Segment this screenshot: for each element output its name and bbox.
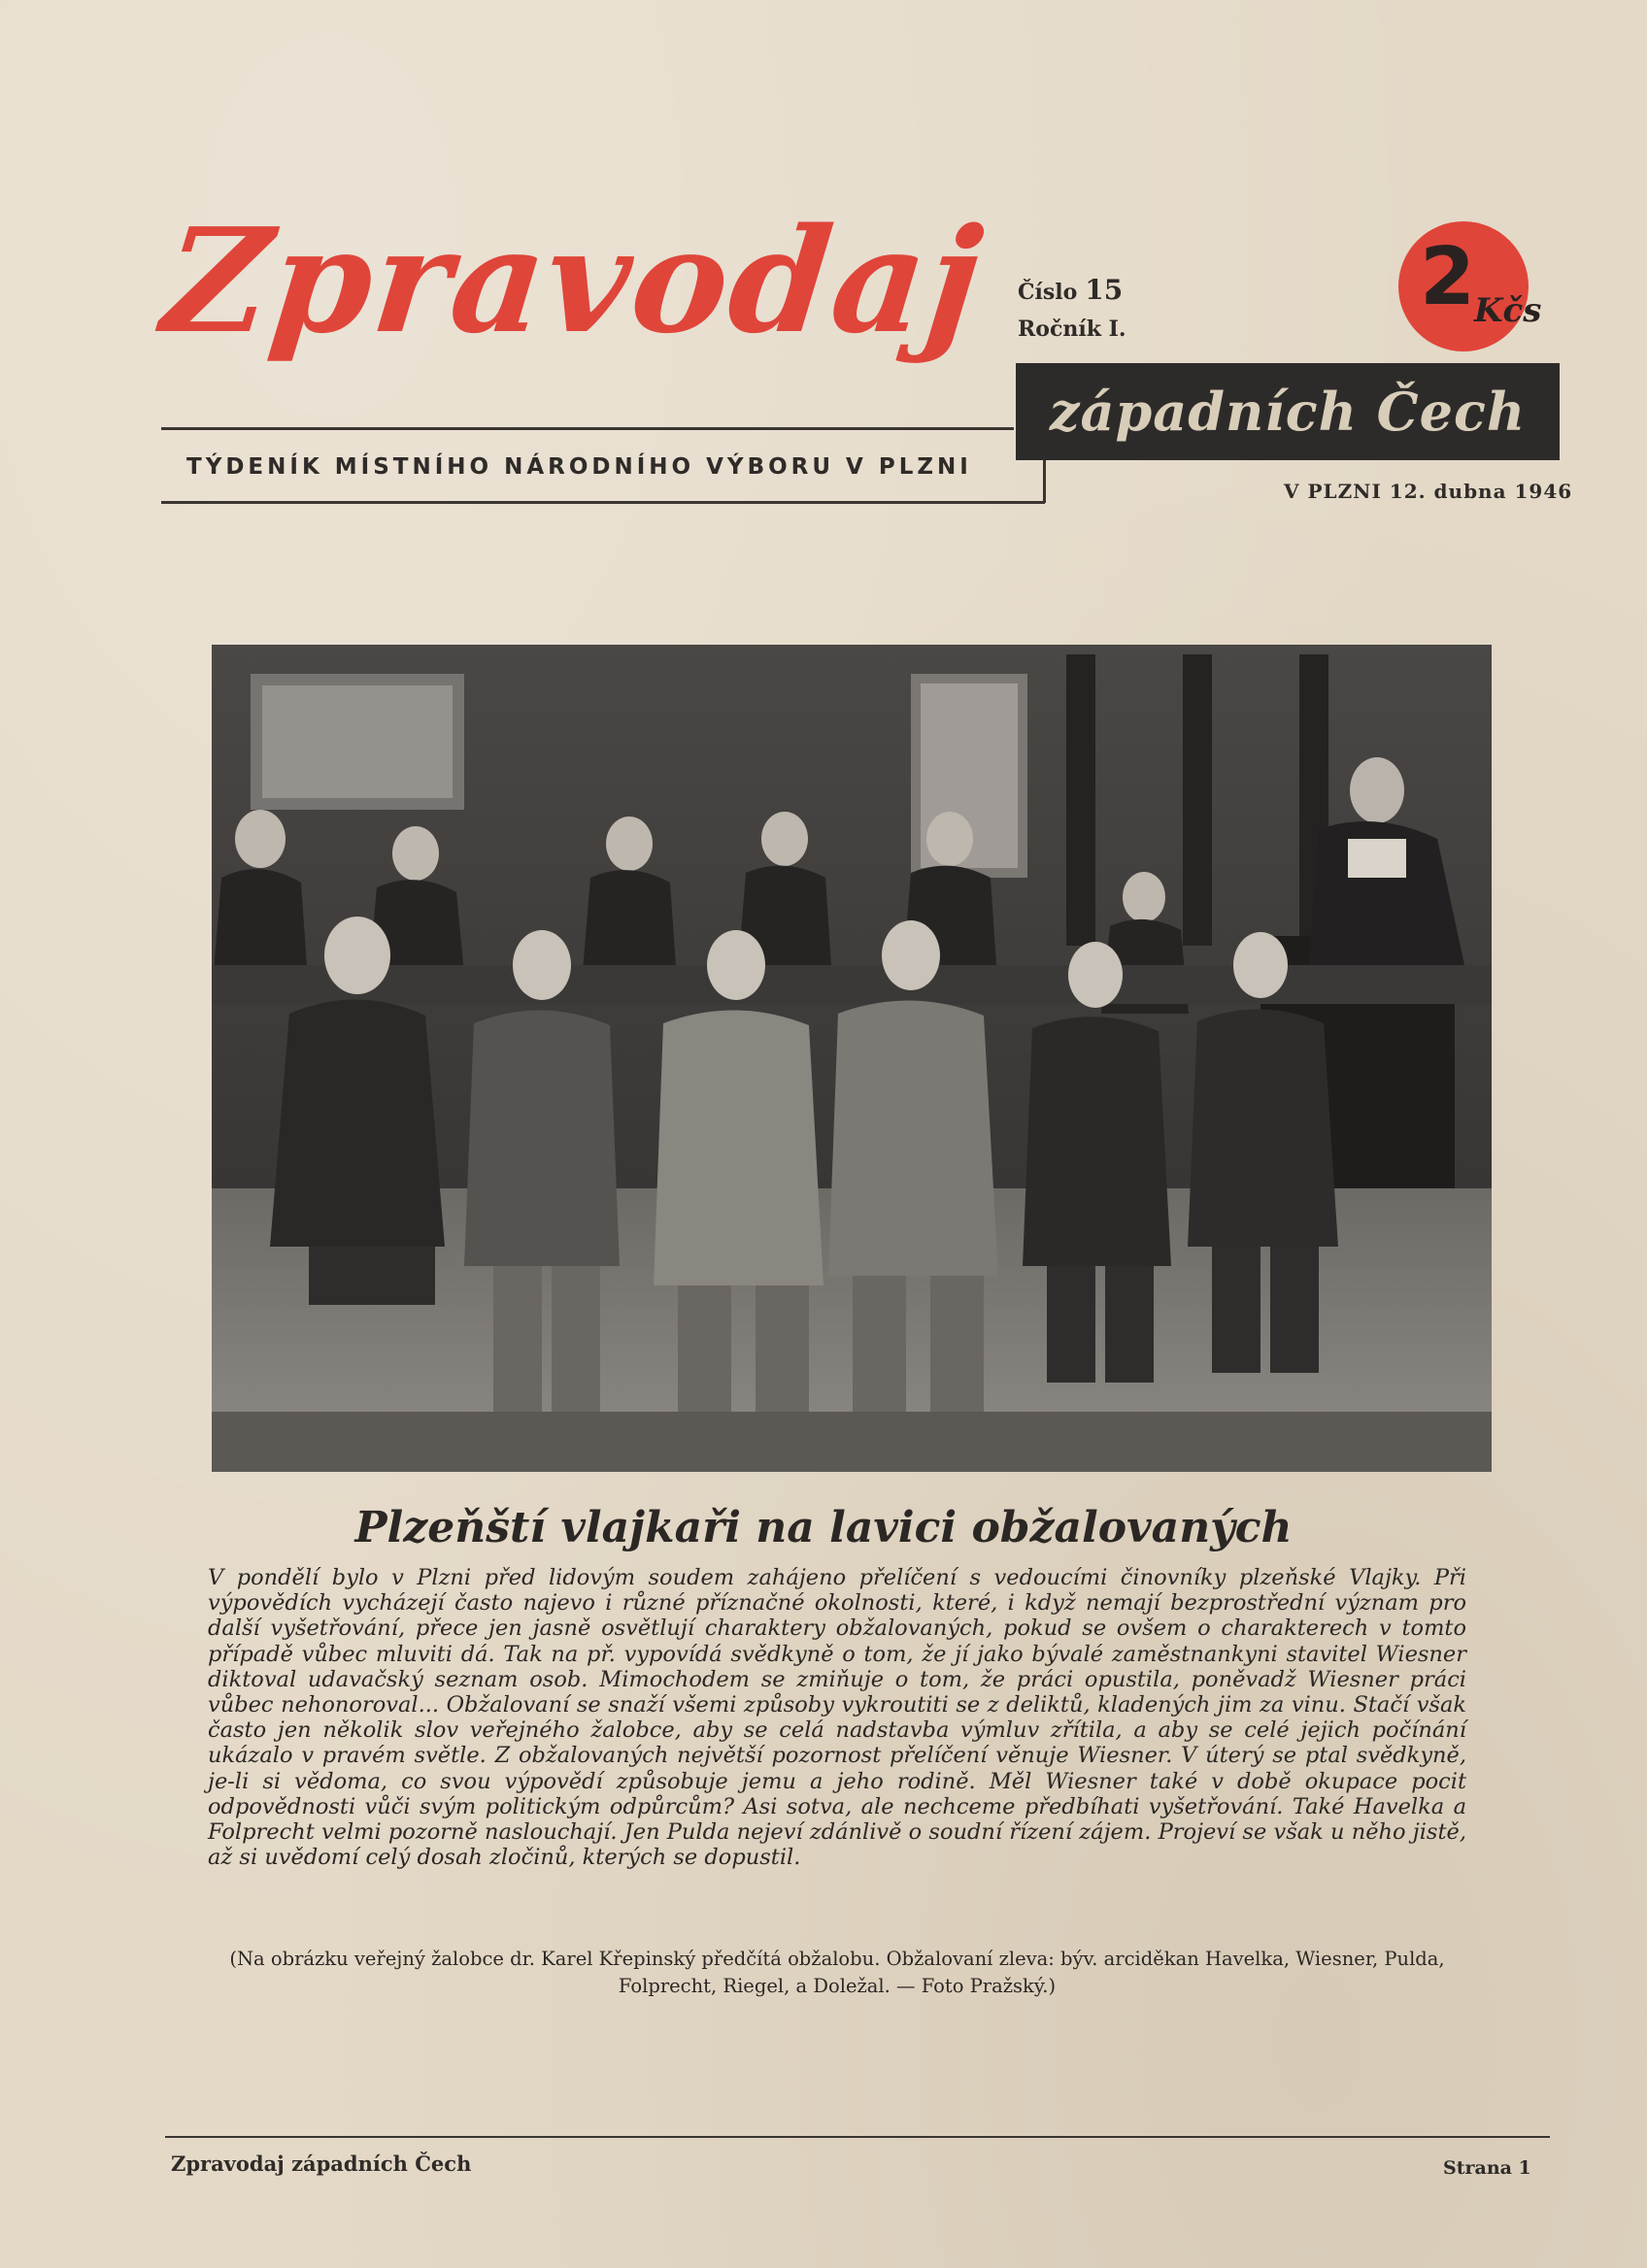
masthead-subtitle: TÝDENÍK MÍSTNÍHO NÁRODNÍHO VÝBORU V PLZNI — [186, 454, 972, 480]
courtroom-photo-illustration — [212, 645, 1492, 1472]
footer-rule — [165, 2136, 1550, 2138]
region-band — [1016, 363, 1560, 460]
region-title: západních Čech — [1049, 381, 1527, 443]
footer-publication: Zpravodaj západních Čech — [171, 2151, 472, 2176]
masthead-rule-top — [161, 427, 1014, 430]
issue-label: Číslo — [1018, 280, 1078, 305]
article-headline: Plzeňští vlajkaři na lavici obžalovaných — [354, 1503, 1293, 1552]
courtroom-photo — [212, 645, 1492, 1472]
price-unit: Kčs — [1474, 291, 1542, 330]
photo-credit: (Na obrázku veřejný žalobce dr. Karel Křepinský předčítá obžalobu. Obžalovaní zleva: býv. arciděkan Havelka, Wiesner, Pulda, Folprecht, Riegel, a Doležal. — Foto Pražský.) — [229, 1948, 1445, 1997]
masthead-title: Zpravodaj — [155, 196, 992, 365]
article-body: V pondělí bylo v Plzni před lidovým soudem zahájeno přelíčení s vedoucími činovníky plzeňské Vlajky. Při výpovědích vycházejí často najevo i různé příznačné okolnosti, které, i když nemají bezprostřední význam pro další vyšetřování, přece jen jasně osvětlují charaktery obžalovaných, pokud se ovšem o charakterech v tomto případě vůbec mluviti dá. Tak na př. vypovídá svědkyně o tom, že jí jako bývalé zaměstnankyni stavitel Wiesner diktoval udavačský seznam osob. Mimochodem se zmiňuje o tom, že práci opustila, poněvadž Wiesner práci vůbec nehonoroval... Obžalovaní se snaží všemi způsoby vykroutiti se z deliktů, kladených jim za vinu. Stačí však často jen několik slov veřejného žalobce, aby se celá nadstavba výmluv zřítila, a aby se celé jejich počínání ukázalo v pravém světle. Z obžalovaných největší pozornost přelíčení věnuje Wiesner. V úterý se ptal svědkyně, je-li si vědoma, co svou výpovědí způsobuje jemu a jeho rodině. Měl Wiesner také v době okupace pocit odpovědnosti vůči svým politickým odpůrcům? Asi sotva, ale nechceme předbíhati vyšetřování. Také Havelka a Folprecht velmi pozorně naslouchají. Jen Pulda nejeví zdánlivě o soudní řízení zájem. Projeví se však u něho jistě, až si uvědomí celý dosah zločinů, kterých se dopustil. — [208, 1565, 1466, 1871]
issue-info — [1018, 272, 1126, 348]
issue-number: 15 — [1085, 274, 1124, 306]
masthead-rule-right — [1043, 460, 1046, 503]
dateline: V PLZNI 12. dubna 1946 — [1284, 480, 1573, 503]
volume-label: Ročník I. — [1018, 317, 1126, 342]
masthead-rule-bottom — [161, 501, 1045, 504]
issue-line — [1018, 272, 1126, 311]
footer-page-number: Strana 1 — [1443, 2157, 1531, 2179]
price-amount: 2 — [1420, 231, 1476, 323]
